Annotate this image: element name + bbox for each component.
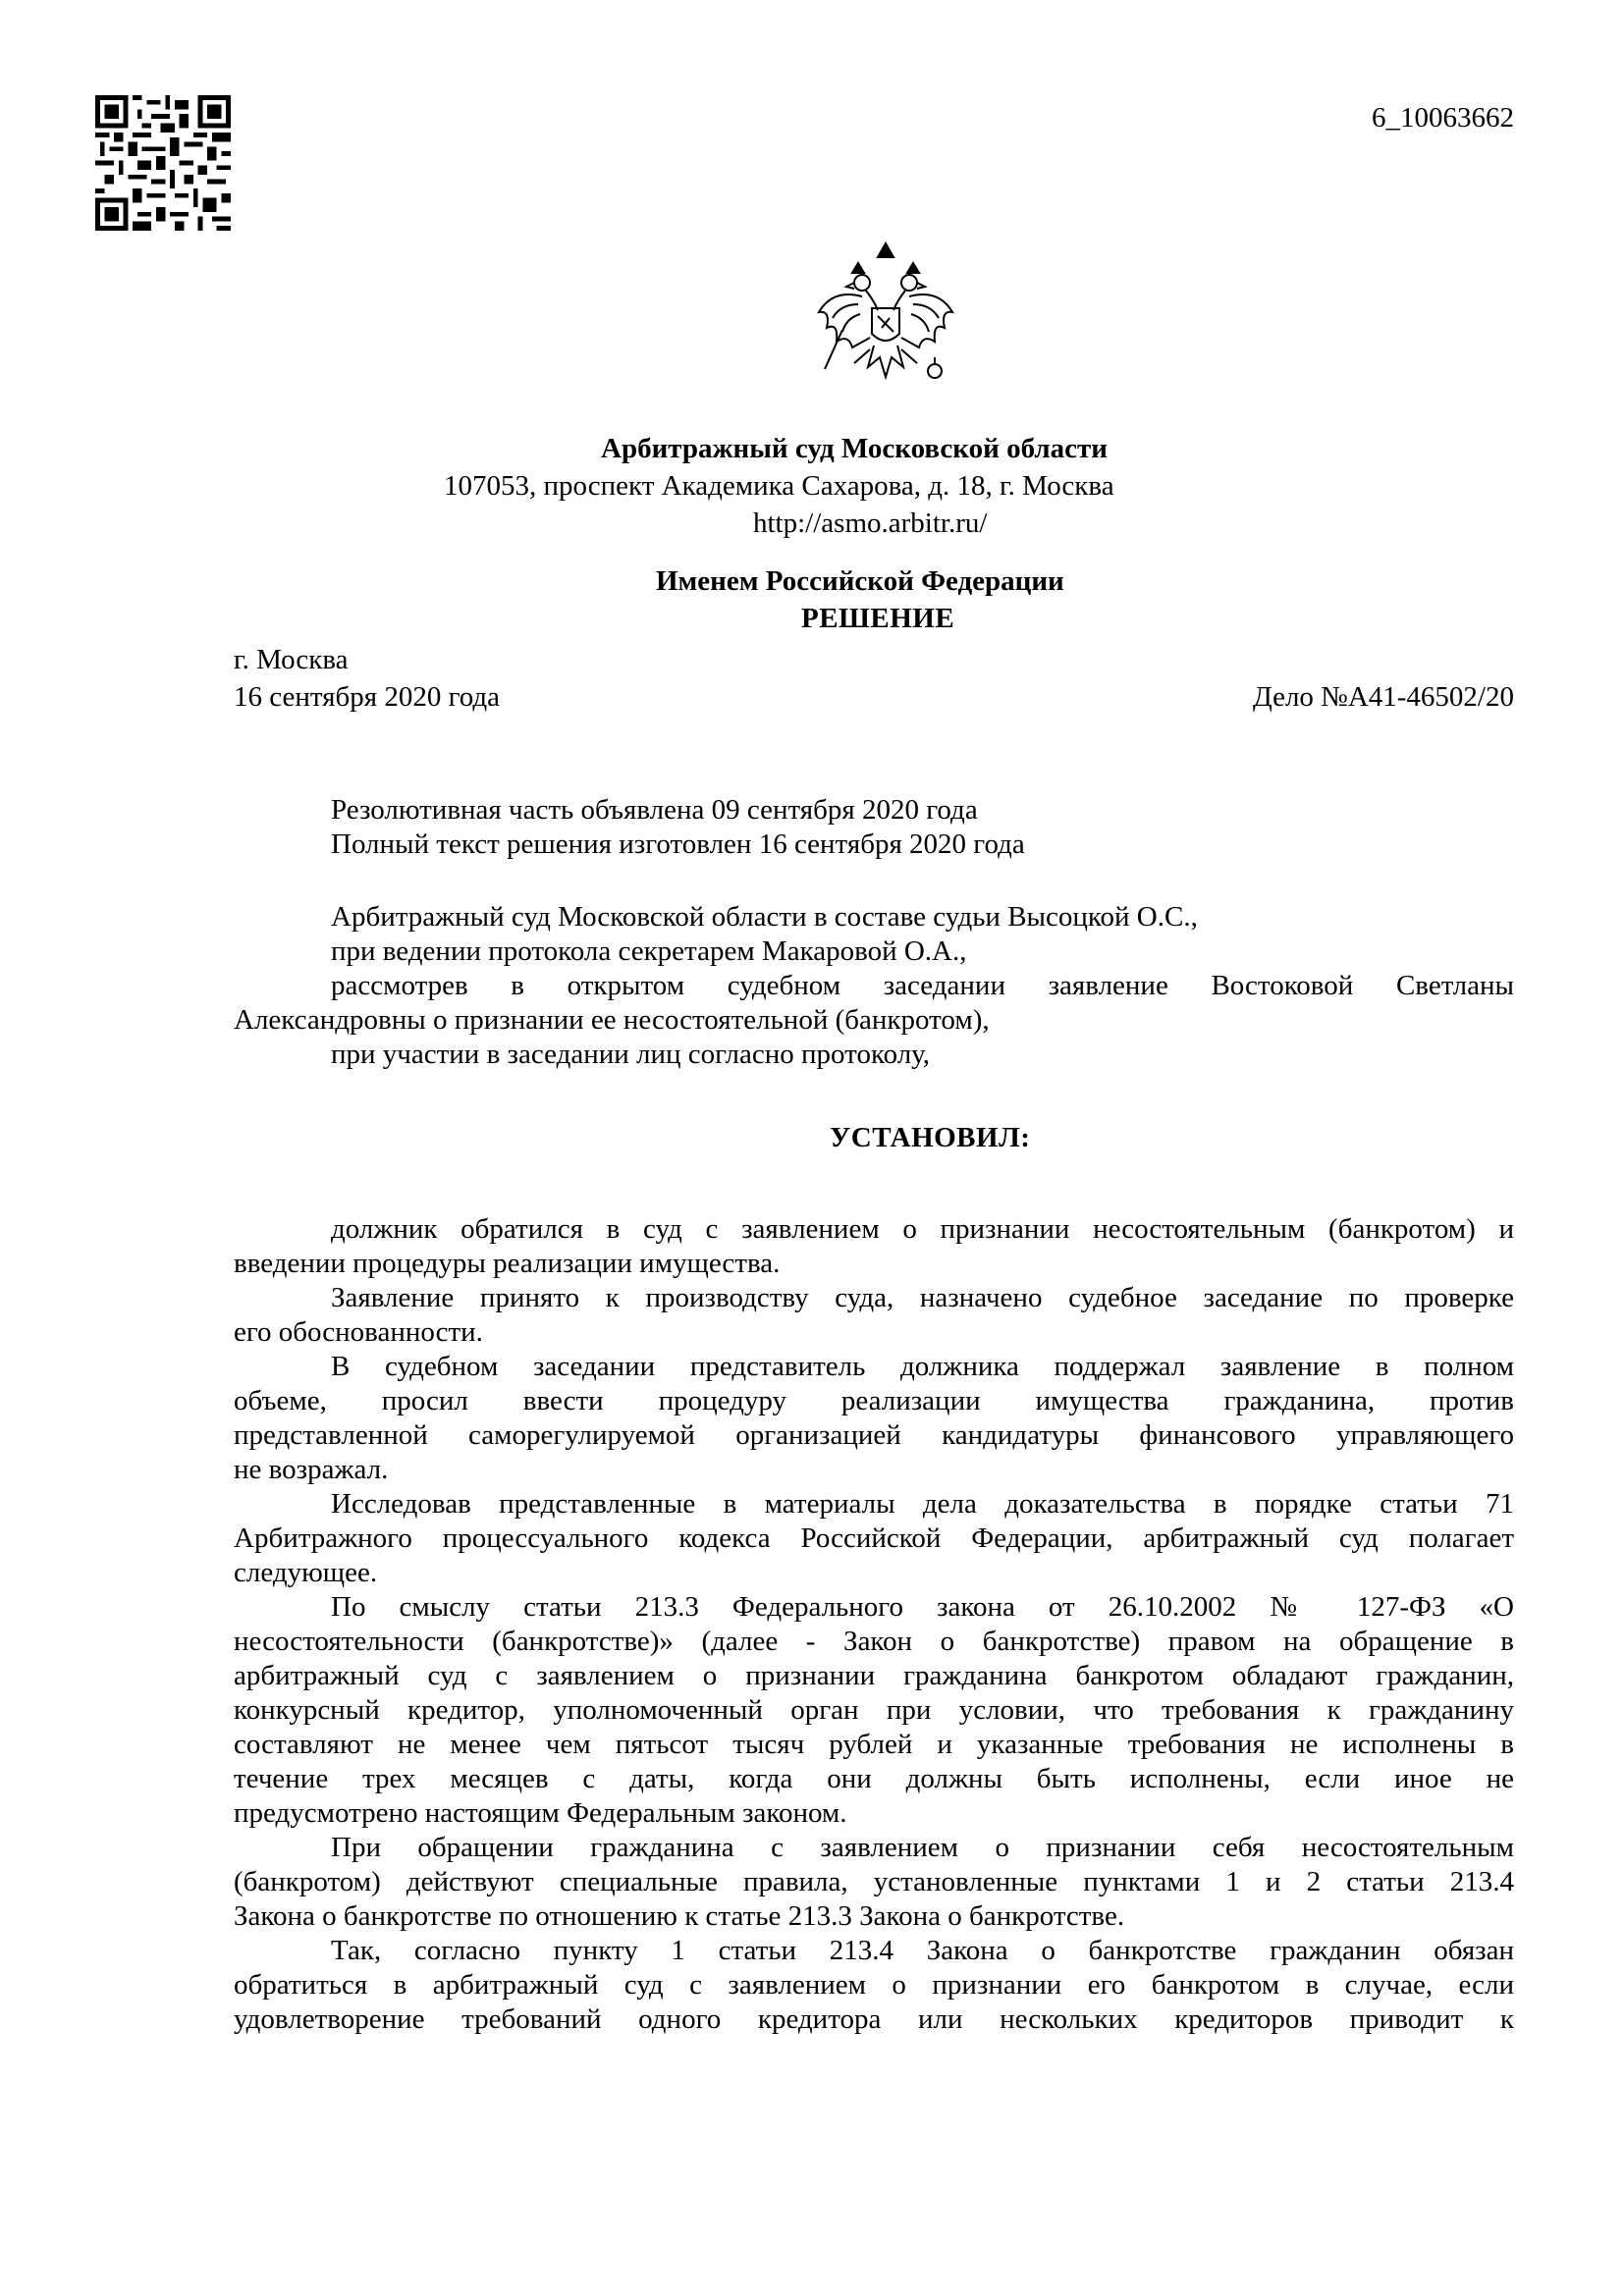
composition-line: рассмотрев в открытом судебном заседании заявление Востоковой Светланы <box>331 970 1514 1001</box>
decision-title: РЕШЕНИЕ <box>801 603 955 634</box>
text-line: должник обратился в суд с заявлением о признании несостоятельным (банкротом) и <box>331 1213 1514 1245</box>
paragraph <box>234 1487 1514 1590</box>
text-line: объеме, просил ввести процедуру реализации имущества гражданина, против <box>234 1385 1514 1416</box>
composition-block <box>234 900 1514 1072</box>
decision-body <box>234 1212 1514 2037</box>
full-text-date: Полный текст решения изготовлен 16 сентября 2020 года <box>331 828 1025 860</box>
text-line: удовлетворение требований одного кредитора или нескольких кредиторов приводит к <box>234 2003 1514 2035</box>
text-line: арбитражный суд с заявлением о признании гражданина банкротом обладают гражданин, <box>234 1660 1514 1691</box>
paragraph <box>234 1934 1514 2037</box>
text-line: несостоятельности (банкротстве)» (далее - Закон о банкротстве) правом на обращение в <box>234 1626 1514 1657</box>
in-name-heading: Именем Российской Федерации <box>656 565 1064 597</box>
city: г. Москва <box>234 644 349 675</box>
composition-line: Александровны о признании ее несостоятельной (банкротом), <box>234 1004 990 1036</box>
text-line: Заявление принято к производству суда, назначено судебное заседание по проверке <box>331 1282 1514 1313</box>
text-line: обратиться в арбитражный суд с заявлением о признании его банкротом в случае, если <box>234 1969 1514 2001</box>
text-line: По смыслу статьи 213.3 Федерального закона от 26.10.2002 № 127-ФЗ «О <box>331 1591 1514 1623</box>
paragraph <box>234 1831 1514 1934</box>
text-line: При обращении гражданина с заявлением о признании себя несостоятельным <box>331 1832 1514 1863</box>
text-line: Закона о банкротстве по отношению к статье 213.3 Закона о банкротстве. <box>234 1900 1125 1932</box>
qr-code <box>95 95 231 231</box>
court-address: 107053, проспект Академика Сахарова, д. 18, г. Москва <box>444 470 1114 502</box>
paragraph <box>234 1281 1514 1350</box>
dates-block <box>234 793 1514 862</box>
text-line: течение трех месяцев с даты, когда они должны быть исполнены, если иное не <box>234 1763 1514 1794</box>
coat-of-arms-icon <box>813 240 958 393</box>
court-url[interactable]: http://asmo.arbitr.ru/ <box>753 507 988 539</box>
composition-line: при участии в заседании лиц согласно протоколу, <box>331 1039 931 1070</box>
text-line: следующее. <box>234 1557 378 1588</box>
text-line: не возражал. <box>234 1454 389 1485</box>
text-line: его обоснованности. <box>234 1316 483 1348</box>
text-line: введении процедуры реализации имущества. <box>234 1248 781 1279</box>
text-line: составляют не менее чем пятьсот тысяч рублей и указанные требования не исполнены в <box>234 1729 1514 1760</box>
paragraph <box>234 1350 1514 1487</box>
text-line: В судебном заседании представитель должника поддержал заявление в полном <box>331 1351 1514 1382</box>
text-line: представленной саморегулируемой организацией кандидатуры финансового управляющего <box>234 1419 1514 1451</box>
case-number: Дело №А41-46502/20 <box>1252 681 1514 713</box>
text-line: предусмотрено настоящим Федеральным законом. <box>234 1797 847 1829</box>
text-line: Арбитражного процессуального кодекса Российской Федерации, арбитражный суд полагает <box>234 1522 1514 1554</box>
court-name: Арбитражный суд Московской области <box>601 433 1108 464</box>
resolution-date: Резолютивная часть объявлена 09 сентября 2020 года <box>331 794 978 826</box>
text-line: конкурсный кредитор, уполномоченный орган при условии, что требования к гражданину <box>234 1694 1514 1726</box>
text-line: Так, согласно пункту 1 статьи 213.4 Закона о банкротстве гражданин обязан <box>331 1935 1514 1966</box>
text-line: (банкротом) действуют специальные правила, установленные пунктами 1 и 2 статьи 213.4 <box>234 1866 1514 1897</box>
established-heading: УСТАНОВИЛ: <box>830 1122 1031 1153</box>
composition-line: Арбитражный суд Московской области в составе судьи Высоцкой О.С., <box>331 901 1198 933</box>
text-line: Исследовав представленные в материалы дела доказательства в порядке статьи 71 <box>331 1488 1514 1520</box>
decision-date: 16 сентября 2020 года <box>234 681 501 713</box>
document-id: 6_10063662 <box>1372 102 1514 133</box>
paragraph <box>234 1212 1514 1281</box>
composition-line: при ведении протокола секретарем Макаровой О.А., <box>331 935 967 967</box>
paragraph <box>234 1590 1514 1831</box>
